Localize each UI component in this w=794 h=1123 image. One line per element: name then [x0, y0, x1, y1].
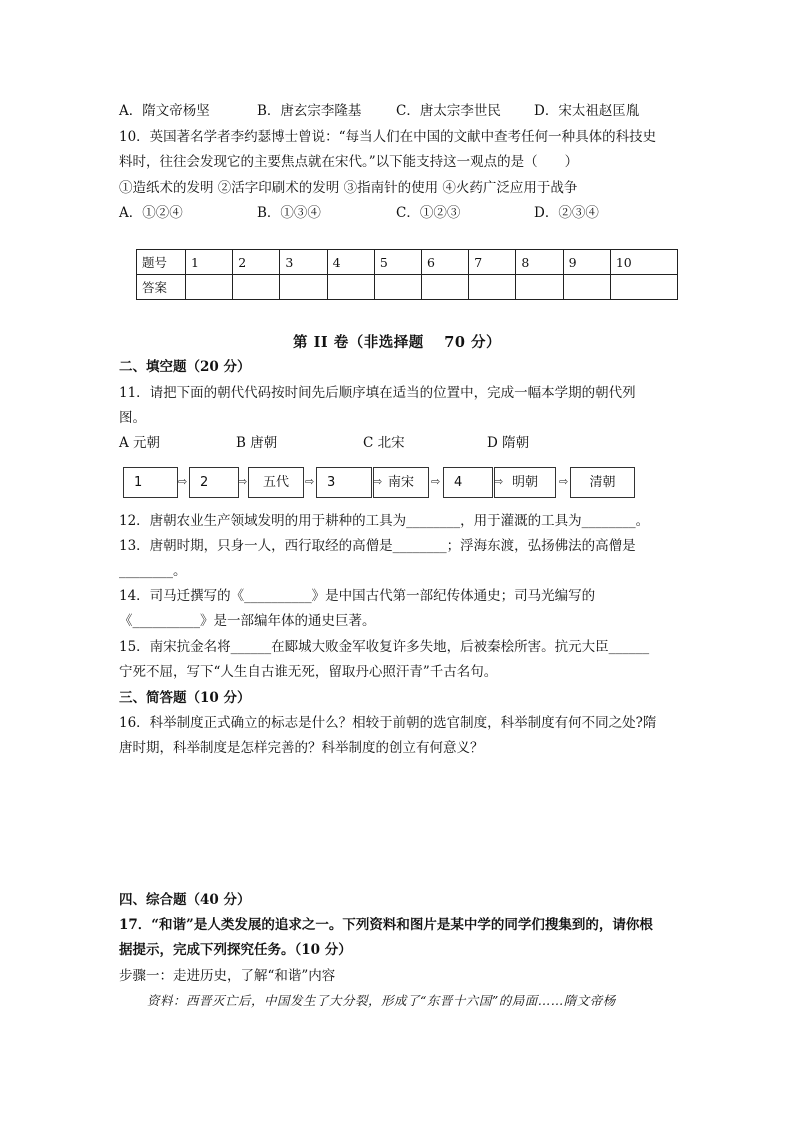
part2-title: 第 II 卷（非选择题 70 分）	[293, 334, 501, 351]
arrow-right-icon: ⇨	[305, 475, 315, 488]
q10-option-b: B．①③④	[257, 205, 321, 221]
flow-box-2[interactable]: 2	[189, 467, 239, 498]
flow-box-4[interactable]: 4	[443, 467, 493, 498]
arrow-right-icon: ⇨	[431, 475, 441, 488]
question-number: 7	[469, 250, 516, 275]
flow-box-wudai: 五代	[248, 467, 304, 498]
answer-table	[136, 249, 678, 300]
arrow-right-icon: ⇨	[373, 475, 383, 488]
q14-line1: 14．司马迁撰写的《__________》是中国古代第一部纪传体通史；司马光编写的	[119, 588, 596, 604]
question-number: 10	[610, 250, 677, 275]
q9-option-a: A．隋文帝杨坚	[119, 103, 210, 119]
arrow-right-icon: ⇨	[178, 475, 188, 488]
arrow-right-icon: ⇨	[238, 475, 248, 488]
short-section-heading: 三、简答题（10 分）	[119, 690, 251, 706]
q10-option-c: C．①②③	[396, 205, 461, 221]
flow-box-1[interactable]: 1	[123, 467, 178, 498]
answer-cell[interactable]	[327, 275, 374, 300]
answer-cell[interactable]	[563, 275, 610, 300]
q17-step1: 步骤一：走进历史，了解“和谐”内容	[119, 968, 336, 984]
answer-cell[interactable]	[186, 275, 233, 300]
question-number: 4	[327, 250, 374, 275]
q11-line1: 11．请把下面的朝代代码按时间先后顺序填在适当的位置中，完成一幅本学期的朝代列	[119, 385, 636, 401]
arrow-right-icon: ⇨	[559, 475, 569, 488]
question-number: 8	[516, 250, 563, 275]
table-row	[137, 250, 678, 275]
q12: 12．唐朝农业生产领域发明的用于耕种的工具为________，用于灌溉的工具为________。	[119, 513, 650, 529]
question-number: 2	[233, 250, 280, 275]
answer-label: 答案	[137, 275, 186, 300]
question-number: 5	[374, 250, 421, 275]
question-number-label: 题号	[137, 250, 186, 275]
q10-line1: 10．英国著名学者李约瑟博士曾说：“每当人们在中国的文献中查考任何一种具体的科技史	[119, 129, 657, 145]
q11-code-a: A 元朝	[119, 435, 161, 451]
q11-code-b: B 唐朝	[236, 435, 278, 451]
q10-option-d: D．②③④	[534, 205, 599, 221]
question-number: 9	[563, 250, 610, 275]
q11-line2: 图。	[119, 410, 146, 426]
q10-option-a: A．①②④	[119, 205, 183, 221]
q14-line2: 《__________》是一部编年体的通史巨著。	[119, 613, 376, 629]
answer-cell[interactable]	[374, 275, 421, 300]
q17-line1: 17．“和谐”是人类发展的追求之一。下列资料和图片是某中学的同学们搜集到的，请你根	[119, 917, 653, 933]
q13-line1: 13．唐朝时期，只身一人，西行取经的高僧是________；浮海东渡，弘扬佛法的高僧是	[119, 538, 636, 554]
q13-line2: ________。	[119, 563, 187, 579]
q10-statements: ①造纸术的发明 ②活字印刷术的发明 ③指南针的使用 ④火药广泛应用于战争	[119, 180, 578, 196]
answer-cell[interactable]	[233, 275, 280, 300]
question-number: 1	[186, 250, 233, 275]
comprehensive-section-heading: 四、综合题（40 分）	[119, 892, 251, 908]
arrow-right-icon: ⇨	[494, 475, 504, 488]
dynasty-flow	[123, 467, 643, 498]
q9-option-d: D．宋太祖赵匡胤	[534, 103, 640, 119]
flow-box-nansong: 南宋	[373, 467, 429, 498]
flow-box-3[interactable]: 3	[316, 467, 372, 498]
q16-line2: 唐时期，科举制度是怎样完善的？科举制度的创立有何意义？	[119, 740, 484, 756]
table-row	[137, 275, 678, 300]
q11-code-d: D 隋朝	[487, 435, 530, 451]
question-number: 3	[280, 250, 327, 275]
answer-cell[interactable]	[469, 275, 516, 300]
q10-line2: 料时，往往会发现它的主要焦点就在宋代。”以下能支持这一观点的是（ ）	[119, 154, 579, 170]
q16-line1: 16．科举制度正式确立的标志是什么？相较于前朝的选官制度，科举制度有何不同之处?隋	[119, 715, 657, 731]
q11-code-c: C 北宋	[363, 435, 405, 451]
flow-box-qingchao: 清朝	[570, 467, 635, 498]
q9-option-b: B．唐玄宗李隆基	[257, 103, 362, 119]
answer-cell[interactable]	[422, 275, 469, 300]
answer-cell[interactable]	[280, 275, 327, 300]
q15-line1: 15．南宋抗金名将______在郾城大败金军收复许多失地，后被秦桧所害。抗元大臣______	[119, 639, 650, 655]
fill-section-heading: 二、填空题（20 分）	[119, 359, 251, 375]
q9-option-c: C．唐太宗李世民	[396, 103, 501, 119]
question-number: 6	[422, 250, 469, 275]
answer-cell[interactable]	[516, 275, 563, 300]
answer-cell[interactable]	[610, 275, 677, 300]
flow-box-mingchao: 明朝	[494, 467, 556, 498]
q17-line2: 据提示，完成下列探究任务。（10 分）	[119, 942, 352, 958]
q17-material: 资料：西晋灭亡后，中国发生了大分裂，形成了“东晋十六国”的局面……隋文帝杨	[147, 993, 616, 1008]
q15-line2: 宁死不屈，写下“人生自古谁无死，留取丹心照汗青”千古名句。	[119, 664, 498, 680]
